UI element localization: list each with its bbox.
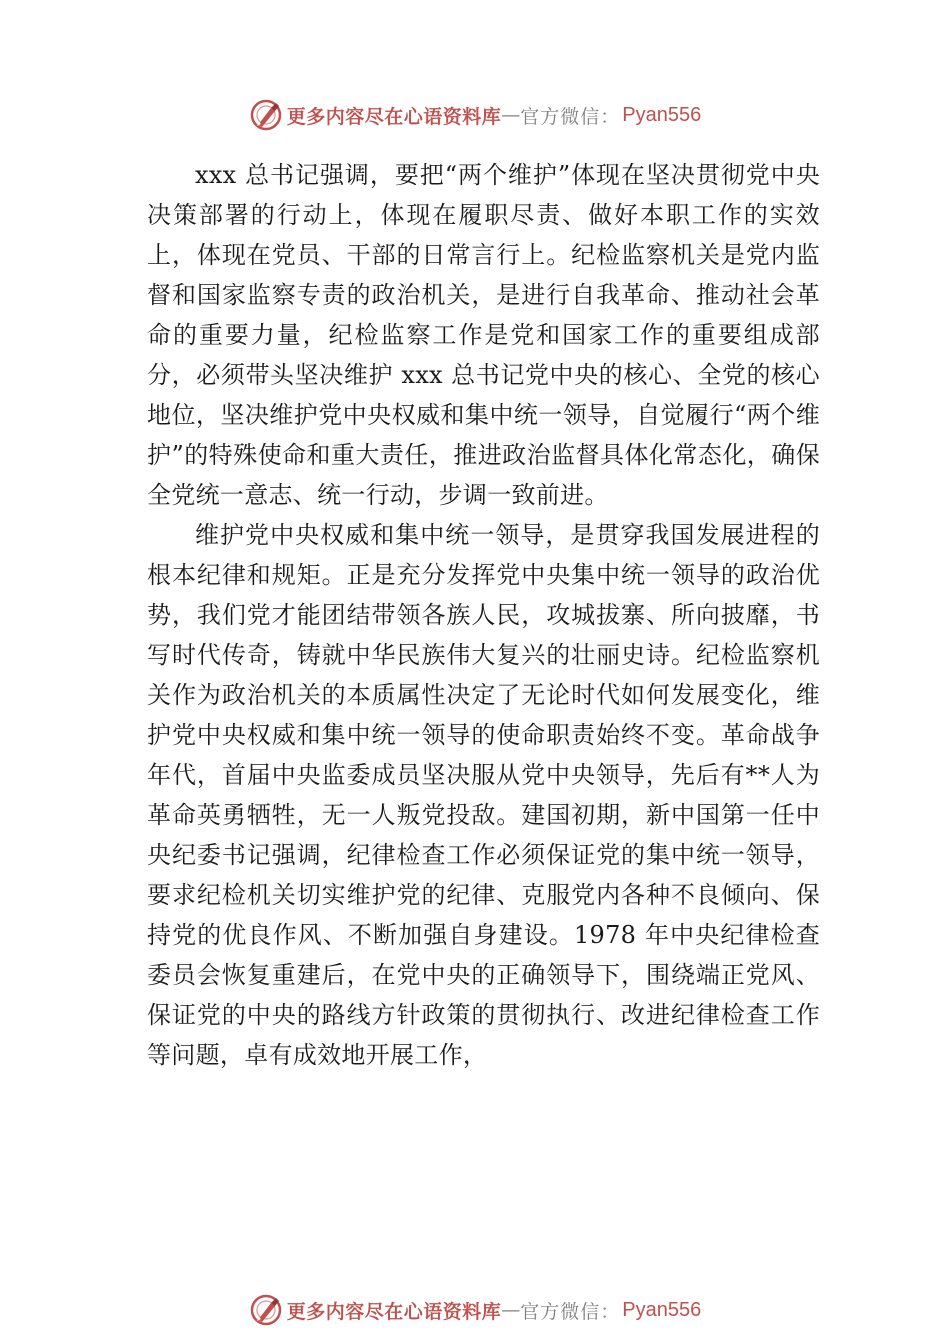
- pen-nib-logo-icon: [249, 98, 283, 132]
- paragraph-1: xxx 总书记强调，要把“两个维护”体现在坚决贯彻党中央决策部署的行动上，体现在履职尽责、做好本职工作的实效上，体现在党员、干部的日常言行上。纪检监察机关是党内监督和国家监察专责的政治机关，是进行自我革命、推动社会革命的重要力量，纪检监察工作是党和国家工作的重要组成部分，必须带头坚决维护 xxx 总书记党中央的核心、全党的核心地位，坚决维护党中央权威和集中统一领导，自觉履行“两个维护”的特殊使命和重大责任，推进政治监督具体化常态化，确保全党统一意志、统一行动，步调一致前进。: [147, 161, 820, 509]
- watermark-brand: 更多内容尽在心语资料库: [286, 1300, 502, 1323]
- watermark-id: Pyan556: [622, 103, 702, 126]
- watermark-id: Pyan556: [622, 1298, 702, 1321]
- watermark-brand: 更多内容尽在心语资料库: [286, 105, 502, 128]
- paragraph-2: 维护党中央权威和集中统一领导，是贯穿我国发展进程的根本纪律和规矩。正是充分发挥党中央集中统一领导的政治优势，我们党才能团结带领各族人民，攻城拔寨、所向披靡，书写时代传奇，铸就中华民族伟大复兴的壮丽史诗。纪检监察机关作为政治机关的本质属性决定了无论时代如何发展变化，维护党中央权威和集中统一领导的使命职责始终不变。革命战争年代，首届中央监委成员坚决服从党中央领导，先后有**人为革命英勇牺牲，无一人叛党投敌。建国初期，新中国第一任中央纪委书记强调，纪律检查工作必须保证党的集中统一领导，要求纪检机关切实维护党的纪律、克服党内各种不良倾向、保持党的优良作风、不断加强自身建设。1978 年中央纪律检查委员会恢复重建后，在党中央的正确领导下，围绕端正党风、保证党的中央的路线方针政策的贯彻执行、改进纪律检查工作等问题，卓有成效地开展工作，: [147, 521, 820, 1069]
- watermark-official: 官方微信：: [520, 105, 621, 128]
- watermark-official: 官方微信：: [520, 1300, 621, 1323]
- footer-watermark: [0, 1290, 950, 1330]
- watermark-dash: —: [501, 104, 521, 126]
- document-body: [147, 155, 820, 1075]
- pen-nib-logo-icon: [249, 1293, 283, 1327]
- watermark-dash: —: [501, 1299, 521, 1321]
- header-watermark: [0, 95, 950, 135]
